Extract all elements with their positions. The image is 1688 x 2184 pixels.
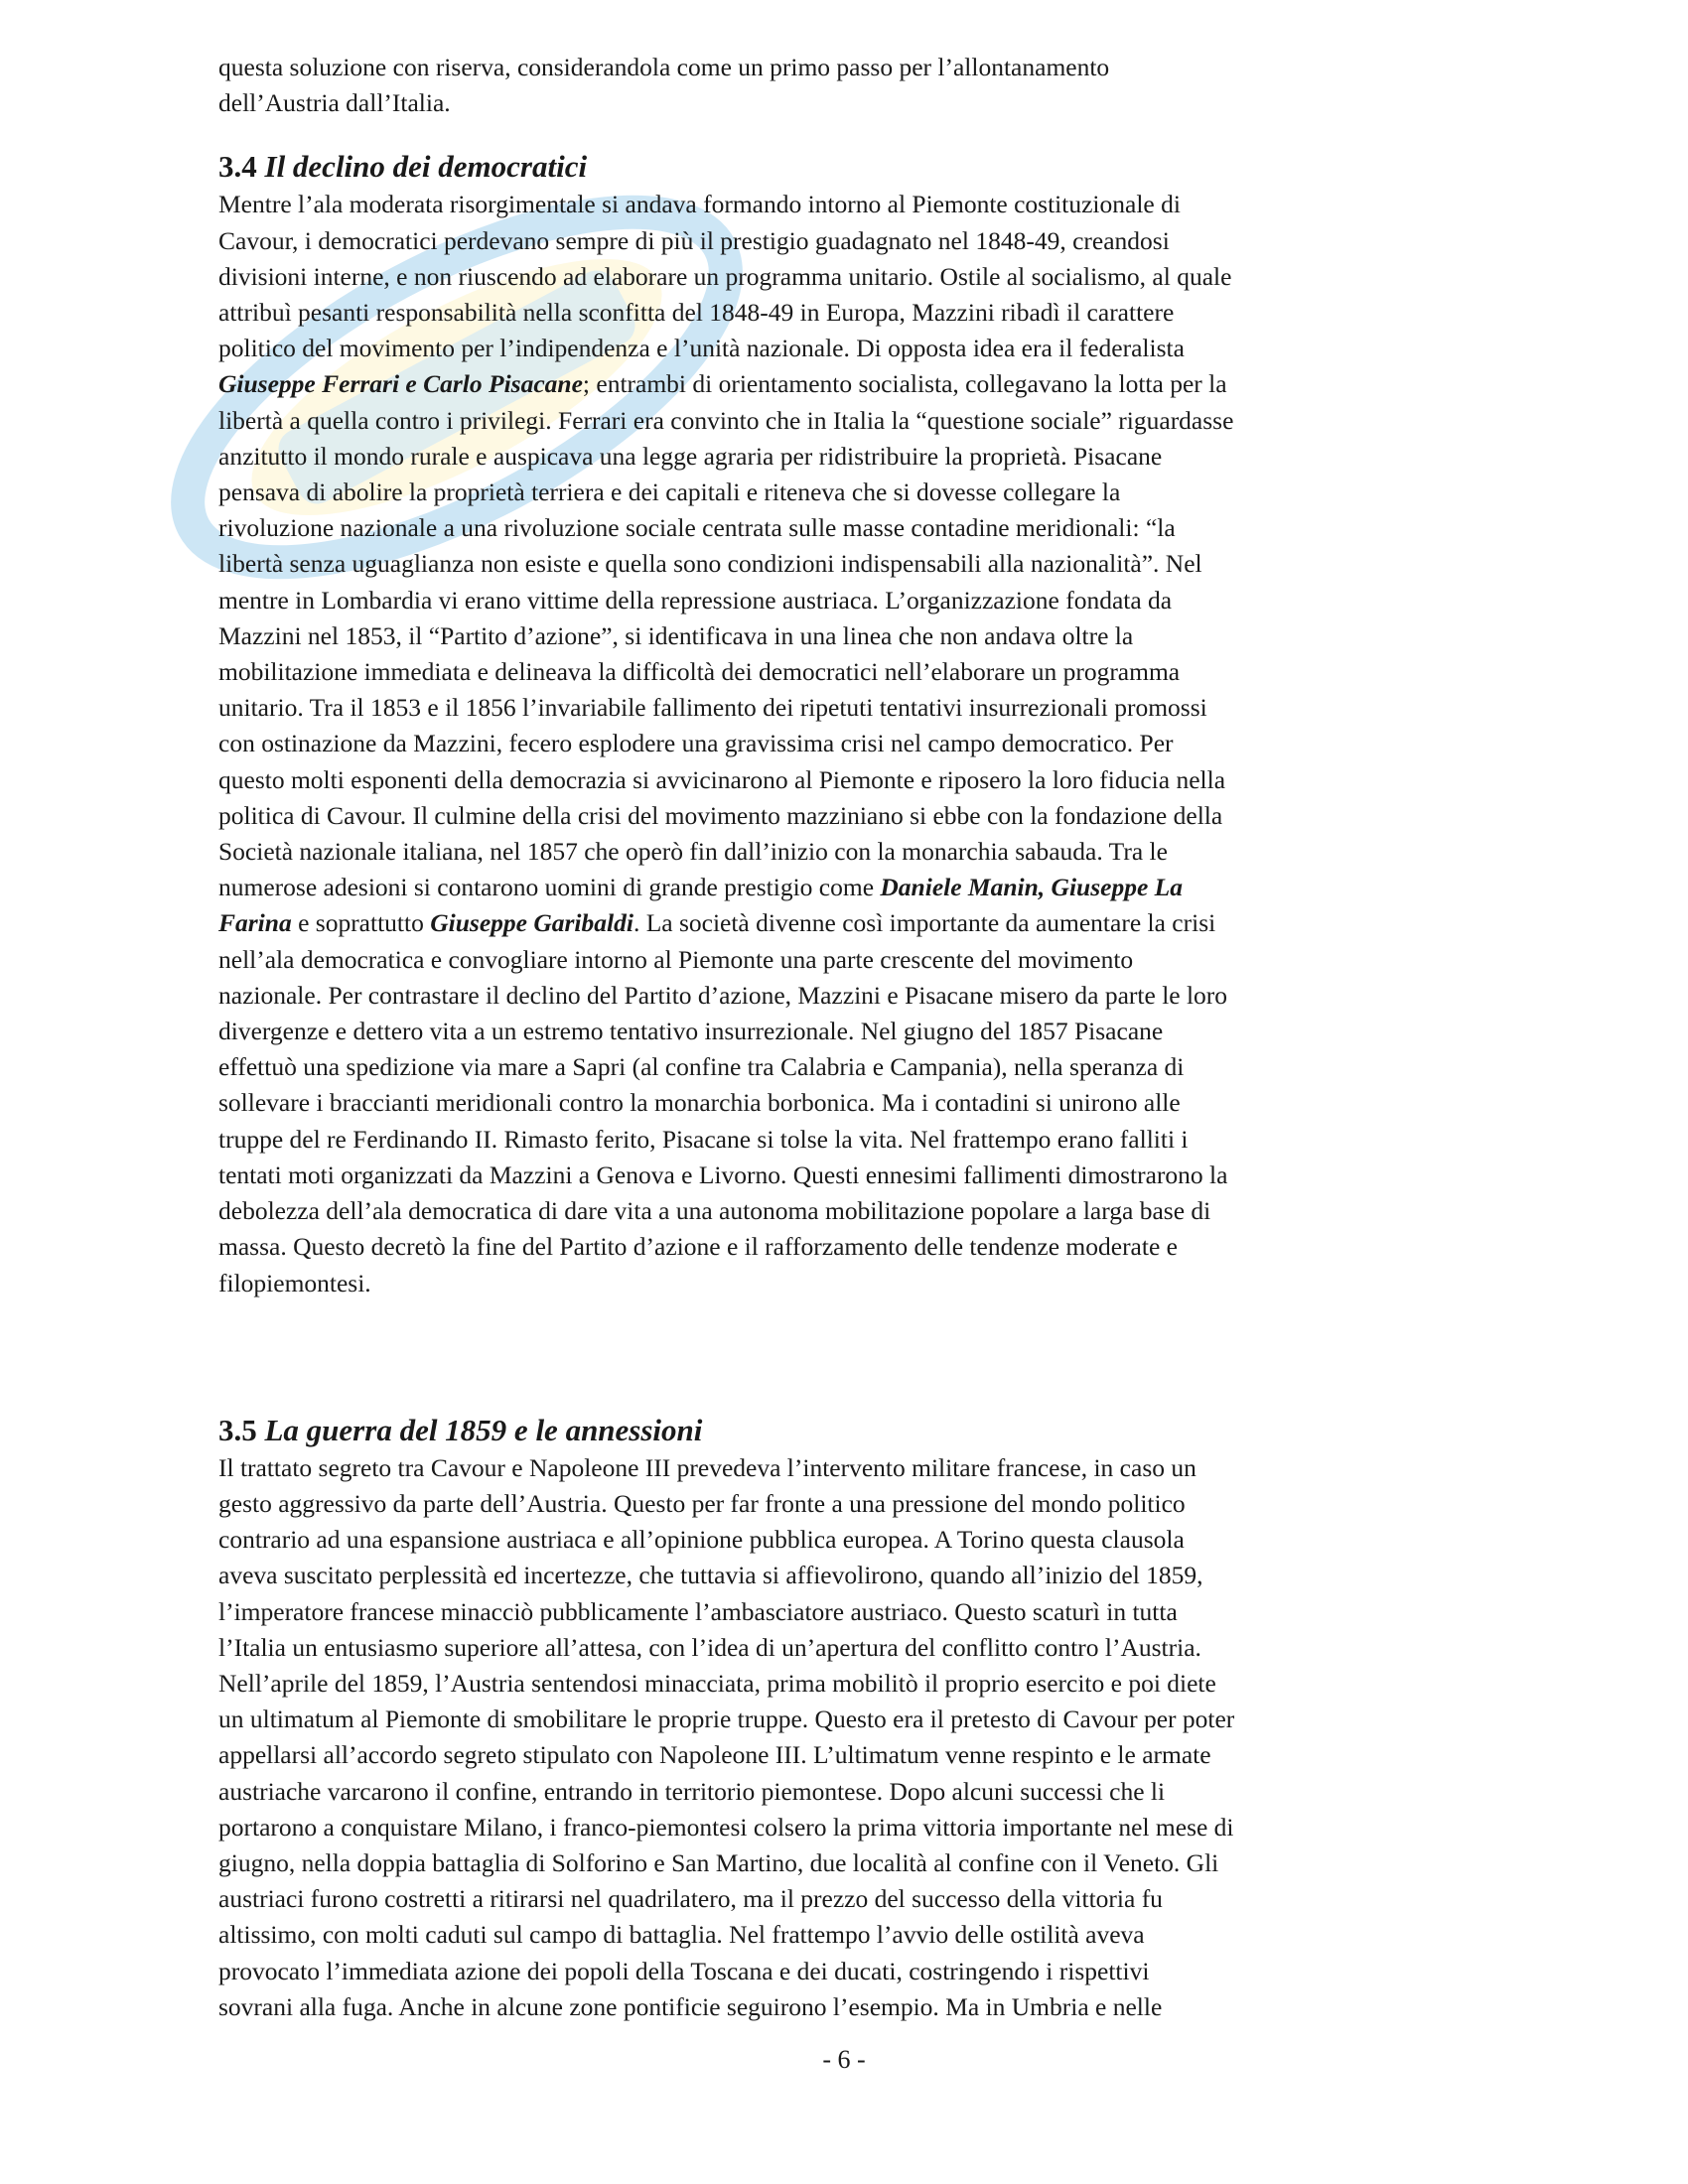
text-segment: divisioni interne, e non riuscendo ad elaborare un programma unitario. Ostile al socialismo, al quale [218,261,1232,291]
emphasized-name: Farina [218,908,292,938]
text-segment: Mentre l’ala moderata risorgimentale si andava formando intorno al Piemonte costituzionale di [218,190,1181,219]
text-segment: gesto aggressivo da parte dell’Austria. Questo per far fronte a una pressione del mondo politico [218,1488,1186,1518]
text-segment: tentati moti organizzati da Mazzini a Genova e Livorno. Questi ennesimi fallimenti dimostrarono la [218,1160,1228,1189]
text-line [218,1049,1479,1085]
section-heading-3-4 [218,147,1479,187]
text-segment: attribuì pesanti responsabilità nella sconfitta del 1848-49 in Europa, Mazzini ribadì il carattere [218,298,1175,328]
emphasized-name: Giuseppe Ferrari e Carlo Pisacane [218,369,583,399]
text-segment: politica di Cavour. Il culmine della crisi del movimento mazziniano si ebbe con la fondazione della [218,800,1223,830]
text-line [218,439,1479,475]
text-line [218,690,1479,726]
text-segment: mobilitazione immediata e delineava la difficoltà dei democratici nell’elaborare un programma [218,657,1181,687]
text-line [218,978,1479,1014]
text-segment: nell’ala democratica e convogliare intorno al Piemonte una parte crescente del movimento [218,944,1134,974]
text-line [218,223,1479,259]
text-segment: rivoluzione nazionale a una rivoluzione sociale centrata sulle masse contadine meridionali: “la [218,513,1176,543]
text-line [218,1522,1479,1558]
text-line [218,1881,1479,1917]
text-line [218,1954,1479,1989]
text-segment: unitario. Tra il 1853 e il 1856 l’invariabile fallimento dei ripetuti tentativi insurrezionali promossi [218,693,1207,723]
text-line [218,1122,1479,1158]
text-segment: pensava di abolire la proprietà terriera e dei capitali e riteneva che si dovesse collegare la [218,478,1121,507]
text-segment: altissimo, con molti caduti sul campo di battaglia. Nel frattempo l’avvio delle ostilità aveva [218,1920,1145,1950]
text-segment: Mazzini nel 1853, il “Partito d’azione”, si identificava in una linea che non andava oltre la [218,620,1134,650]
text-line [218,1737,1479,1773]
section-title: Il declino dei democratici [264,149,588,185]
text-segment: massa. Questo decretò la fine del Partito d’azione e il rafforzamento delle tendenze moderate e [218,1232,1178,1262]
text-segment: nazionale. Per contrastare il declino del Partito d’azione, Mazzini e Pisacane misero da parte le loro [218,980,1228,1010]
text-line [218,1558,1479,1593]
text-line [218,1666,1479,1702]
text-segment: portarono a conquistare Milano, i franco-piemontesi colsero la prima vittoria importante nel mese di [218,1812,1234,1842]
text-segment: effettuò una spedizione via mare a Sapri (al confine tra Calabria e Campania), nella speranza di [218,1052,1185,1082]
text-line: questa soluzione con riserva, considerandola come un primo passo per l’allontanamento [218,53,1110,81]
text-segment: sovrani alla fuga. Anche in alcune zone pontificie seguirono l’esempio. Ma in Umbria e nelle [218,1991,1163,2021]
text-line [218,1702,1479,1737]
text-segment: un ultimatum al Piemonte di smobilitare le proprie truppe. Questo era il pretesto di Cavour per poter [218,1705,1235,1734]
text-segment: Cavour, i democratici perdevano sempre di più il prestigio guadagnato nel 1848-49, creandosi [218,225,1170,255]
text-segment: Il trattato segreto tra Cavour e Napoleone III prevedeva l’intervento militare francese, in caso un [218,1452,1196,1482]
text-line [218,1630,1479,1666]
text-line [218,1450,1479,1486]
text-line [218,654,1479,690]
text-segment: Società nazionale italiana, nel 1857 che operò fin dall’inizio con la monarchia sabauda. Tra le [218,837,1168,867]
section-3-5-paragraph [218,1450,1479,2025]
section-number: 3.4 [218,149,265,185]
text-segment: questo molti esponenti della democrazia si avvicinarono al Piemonte e riposero la loro fiducia nella [218,764,1226,794]
text-line [218,1229,1479,1265]
text-line [218,762,1479,798]
text-segment: sollevare i braccianti meridionali contro la monarchia borbonica. Ma i contadini si unirono alle [218,1088,1181,1118]
text-line [218,798,1479,834]
text-line [218,403,1479,439]
text-segment: con ostinazione da Mazzini, fecero esplodere una gravissima crisi nel campo democratico. Per [218,729,1174,758]
text-segment: libertà senza uguaglianza non esiste e quella sono condizioni indispensabili alla nazionalità”. Nel [218,549,1202,579]
text-line [218,295,1479,331]
emphasized-name: Giuseppe Garibaldi [430,908,633,938]
text-line [218,1158,1479,1193]
emphasized-name: Daniele Manin, Giuseppe La [880,873,1183,902]
text-segment: contrario ad una espansione austriaca e all’opinione pubblica europea. A Torino questa clausola [218,1525,1185,1555]
text-segment: divergenze e dettero vita a un estremo tentativo insurrezionale. Nel giugno del 1857 Pisacane [218,1017,1164,1046]
text-line [218,1085,1479,1121]
text-segment: . La società divenne così importante da aumentare la crisi [633,908,1216,938]
text-line [218,1917,1479,1953]
text-line [218,1014,1479,1049]
text-segment: truppe del re Ferdinando II. Rimasto ferito, Pisacane si tolse la vita. Nel frattempo erano falliti i [218,1124,1189,1154]
text-line [218,583,1479,618]
text-segment: numerose adesioni si contarono uomini di grande prestigio come [218,873,881,902]
text-segment: giugno, nella doppia battaglia di Solforino e San Martino, due località al confine con il Veneto. Gli [218,1847,1219,1877]
text-line [218,331,1479,366]
intro-paragraph [218,50,1479,121]
text-line [218,1989,1479,2025]
text-segment: mentre in Lombardia vi erano vittime della repressione austriaca. L’organizzazione fondata da [218,585,1173,614]
text-segment: appellarsi all’accordo segreto stipulato con Napoleone III. L’ultimatum venne respinto e le armate [218,1740,1211,1770]
text-line [218,1774,1479,1810]
section-number: 3.5 [218,1412,265,1447]
text-line [218,475,1479,510]
text-line [218,942,1479,978]
text-line [218,1486,1479,1522]
text-segment: l’Italia un entusiasmo superiore all’attesa, con l’idea di un’apertura del conflitto contro l’Austria. [218,1632,1201,1662]
text-line [218,1266,1479,1301]
section-heading-3-5 [218,1411,1479,1450]
text-line [218,1193,1479,1229]
text-segment: filopiemontesi. [218,1268,371,1297]
page-number: - 6 - [822,2045,866,2074]
text-segment: austriaci furono costretti a ritirarsi nel quadrilatero, ma il prezzo del successo della vittoria fu [218,1884,1163,1914]
text-line [218,1594,1479,1630]
text-segment: ; entrambi di orientamento socialista, collegavano la lotta per la [582,369,1227,399]
text-line [218,546,1479,582]
text-line [218,905,1479,941]
text-segment: e soprattutto [291,908,431,938]
text-line [218,726,1479,761]
text-line [218,366,1479,402]
text-line [218,834,1479,870]
text-line [218,1845,1479,1881]
section-3-4-paragraph [218,187,1479,1300]
text-segment: l’imperatore francese minacciò pubblicamente l’ambasciatore austriaco. Questo scaturì in tutta [218,1596,1178,1626]
page-content [218,50,1479,2025]
text-segment: anzitutto il mondo rurale e auspicava una legge agraria per ridistribuire la proprietà. Pisacane [218,441,1163,471]
text-segment: debolezza dell’ala democratica di dare vita a una autonoma mobilitazione popolare a larga base di [218,1196,1211,1226]
text-line [218,187,1479,222]
section-title: La guerra del 1859 e le annessioni [264,1412,703,1447]
text-line [218,870,1479,905]
text-segment: provocato l’immediata azione dei popoli della Toscana e dei ducati, costringendo i rispettivi [218,1956,1150,1985]
text-line [218,510,1479,546]
text-line [218,259,1479,295]
text-segment: libertà a quella contro i privilegi. Ferrari era convinto che in Italia la “questione sociale” riguardasse [218,405,1234,435]
text-line [218,618,1479,654]
text-segment: politico del movimento per l’indipendenza e l’unità nazionale. Di opposta idea era il federalista [218,334,1185,363]
text-segment: aveva suscitato perplessità ed incertezze, che tuttavia si affievolirono, quando all’inizio del 1859, [218,1561,1203,1590]
text-segment: austriache varcarono il confine, entrando in territorio piemontese. Dopo alcuni successi che li [218,1776,1166,1806]
text-segment: Nell’aprile del 1859, l’Austria sentendosi minacciata, prima mobilitò il proprio esercito e poi diete [218,1668,1216,1698]
text-line [218,1810,1479,1845]
text-line: dell’Austria dall’Italia. [218,88,451,118]
